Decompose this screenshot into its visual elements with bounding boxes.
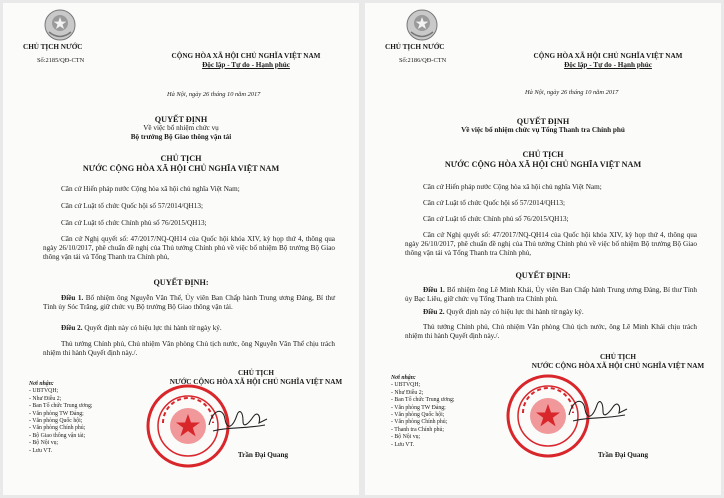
country-name: CỘNG HÒA XÃ HỘI CHỦ NGHĨA VIỆT NAM	[533, 52, 683, 60]
signer-name: Trần Đại Quang	[237, 451, 289, 459]
legal-basis-2: Căn cứ Luật tổ chức Quốc hội số 57/2014/QH13;	[423, 199, 565, 207]
country-name: CỘNG HÒA XÃ HỘI CHỦ NGHĨA VIỆT NAM	[171, 52, 321, 60]
decision-document-2185	[3, 3, 359, 495]
legal-basis-1: Căn cứ Hiến pháp nước Cộng hòa xã hội chủ nghĩa Việt Nam;	[61, 185, 240, 193]
subject-line-1: Về việc bổ nhiệm chức vụ	[143, 124, 219, 132]
signature-icon	[563, 391, 633, 431]
article-2	[43, 324, 335, 333]
recipient: - Lưu VT.	[391, 441, 415, 448]
recipient: - Ban Tổ chức Trung ương;	[391, 397, 455, 404]
recipients-list	[29, 381, 93, 455]
article-1	[43, 294, 335, 312]
article-1-label: Điều 1.	[61, 294, 84, 302]
signer-name: Trần Đại Quang	[597, 451, 649, 459]
recipient: - Văn phòng Quốc hội;	[391, 412, 445, 419]
national-emblem-icon	[405, 8, 439, 42]
article-2	[405, 308, 697, 317]
issuer-title: CHỦ TỊCH	[160, 154, 202, 163]
article-2-label: Điều 2.	[423, 308, 445, 316]
org-name: CHỦ TỊCH NƯỚC	[23, 43, 83, 51]
doc-number: Số:2186/QĐ-CTN	[399, 57, 447, 64]
decision-document-2186	[365, 3, 721, 495]
recipient: - Lưu VT.	[29, 447, 53, 454]
legal-basis-3: Căn cứ Luật tổ chức Chính phủ số 76/2015/QH13;	[61, 219, 207, 227]
recipients-title: Nơi nhận:	[29, 381, 54, 387]
issuer-country: NƯỚC CỘNG HÒA XÃ HỘI CHỦ NGHĨA VIỆT NAM	[82, 164, 280, 173]
article-2-text: Quyết định này có hiệu lực thi hành từ ngày ký.	[84, 324, 222, 332]
recipient: - Văn phòng TW Đảng;	[29, 410, 84, 417]
article-2-text: Quyết định này có hiệu lực thi hành từ ngày ký.	[446, 308, 584, 316]
signer-org: NƯỚC CỘNG HÒA XÃ HỘI CHỦ NGHĨA VIỆT NAM	[531, 362, 705, 370]
recipient: - Văn phòng Chính phủ;	[29, 425, 86, 432]
doc-type: QUYẾT ĐỊNH	[516, 117, 570, 126]
closing-paragraph: Thủ tướng Chính phủ, Chủ nhiệm Văn phòng Chủ tịch nước, ông Nguyễn Văn Thể chịu trách nhiệm thi hành Quyết định này./.	[43, 340, 335, 357]
article-1-label: Điều 1.	[423, 286, 445, 294]
subject-line-2: Bộ trưởng Bộ Giao thông vận tải	[130, 133, 232, 141]
recipient: - Bộ Giao thông vận tải;	[29, 432, 86, 439]
recipient: - Bộ Nội vụ;	[29, 440, 59, 447]
recipient: - Văn phòng Chính phủ;	[391, 419, 448, 426]
legal-basis-3: Căn cứ Luật tổ chức Chính phủ số 76/2015/QH13;	[423, 215, 569, 223]
decide-heading: QUYẾT ĐỊNH:	[153, 278, 209, 287]
closing-paragraph: Thủ tướng Chính phủ, Chủ nhiệm Văn phòng Chủ tịch nước, ông Lê Minh Khái chịu trách nhiệm thi hành Quyết định này./.	[405, 323, 697, 340]
decide-heading: QUYẾT ĐỊNH:	[515, 271, 571, 280]
article-1-text: Bổ nhiệm ông Nguyễn Văn Thể, Ủy viên Ban Chấp hành Trung ương Đảng, Bí thư Tỉnh ủy Sóc Trăng, giữ chức vụ Bộ trưởng Bộ Giao thông vận tải.	[43, 294, 336, 311]
recipient: - UBTVQH;	[29, 388, 59, 395]
article-2-label: Điều 2.	[61, 324, 83, 332]
issue-date: Hà Nội, ngày 26 tháng 10 năm 2017	[525, 89, 619, 96]
national-emblem-icon	[43, 8, 77, 42]
subject-line-1: Về việc bổ nhiệm chức vụ Tổng Thanh tra Chính phủ	[461, 126, 625, 134]
recipients-list	[391, 375, 455, 449]
legal-basis-4: Căn cứ Nghị quyết số: 47/2017/NQ-QH14 của Quốc hội khóa XIV, kỳ họp thứ 4, thông qua ngày 26/10/2017, phê chuẩn đề nghị của Thủ tướng Chính phủ về việc bổ nhiệm Bộ trưởng Bộ Giao thông vận tải và Tổng Thanh tra Chính phủ,	[43, 235, 335, 261]
motto: Độc lập - Tự do - Hạnh phúc	[564, 61, 652, 69]
motto: Độc lập - Tự do - Hạnh phúc	[202, 61, 290, 69]
recipient: - UBTVQH;	[391, 382, 421, 389]
legal-basis-1: Căn cứ Hiến pháp nước Cộng hòa xã hội chủ nghĩa Việt Nam;	[423, 183, 602, 191]
recipient: - Bộ Nội vụ;	[391, 434, 421, 441]
legal-basis-2: Căn cứ Luật tổ chức Quốc hội số 57/2014/QH13;	[61, 202, 203, 210]
issuer-title: CHỦ TỊCH	[522, 150, 564, 159]
recipient: - Như Điều 2;	[29, 395, 62, 402]
recipient: - Thanh tra Chính phủ;	[391, 426, 445, 433]
recipient: - Như Điều 2;	[391, 389, 424, 396]
article-1-text: Bổ nhiệm ông Lê Minh Khái, Ủy viên Ban Chấp hành Trung ương Đảng, Bí thư Tỉnh ủy Bạc Liêu, giữ chức vụ Tổng Thanh tra Chính phủ.	[405, 286, 698, 303]
recipient: - Văn phòng Quốc hội;	[29, 418, 83, 425]
signer-title: CHỦ TỊCH	[237, 369, 274, 377]
doc-type: QUYẾT ĐỊNH	[154, 115, 208, 124]
signature-icon	[203, 401, 273, 441]
recipient: - Ban Tổ chức Trung ương;	[29, 403, 93, 410]
article-1	[405, 286, 697, 304]
signer-title: CHỦ TỊCH	[599, 353, 636, 361]
recipients-title: Nơi nhận:	[391, 375, 416, 381]
issuer-country: NƯỚC CỘNG HÒA XÃ HỘI CHỦ NGHĨA VIỆT NAM	[444, 160, 642, 169]
signer-org: NƯỚC CỘNG HÒA XÃ HỘI CHỦ NGHĨA VIỆT NAM	[169, 378, 343, 386]
recipient: - Văn phòng TW Đảng;	[391, 404, 446, 411]
legal-basis-4: Căn cứ Nghị quyết số: 47/2017/NQ-QH14 của Quốc hội khóa XIV, kỳ họp thứ 4, thông qua ngày 26/10/2017, phê chuẩn đề nghị của Thủ tướng Chính phủ về việc bổ nhiệm Bộ trưởng Bộ Giao thông vận tải và Tổng Thanh tra Chính phủ,	[405, 231, 697, 257]
issue-date: Hà Nội, ngày 26 tháng 10 năm 2017	[167, 91, 261, 98]
doc-number: Số:2185/QĐ-CTN	[37, 57, 85, 64]
org-name: CHỦ TỊCH NƯỚC	[385, 43, 445, 51]
